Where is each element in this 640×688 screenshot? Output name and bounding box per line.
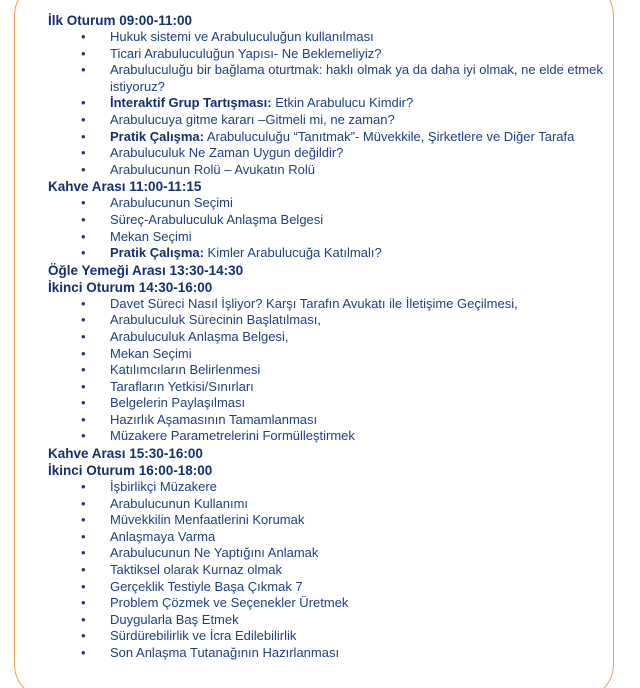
list-item: [48, 395, 608, 412]
list-item: [48, 145, 608, 162]
list-item: [48, 95, 608, 112]
item-text: Etkin Arabulucu Kimdir?: [271, 95, 414, 111]
list-item: [48, 545, 608, 562]
item-text: Süreç-Arabuluculuk Anlaşma Belgesi: [110, 211, 324, 227]
bullet-icon: •: [81, 645, 86, 660]
item-text: İşbirlikçi Müzakere: [110, 479, 217, 495]
bullet-icon: •: [81, 95, 86, 111]
list-item: [48, 329, 608, 346]
item-text: Arabuluculuk Sürecinin Başlatılması,: [110, 312, 321, 328]
item-text: Ticari Arabuluculuğun Yapısı- Ne Beklemeliyiz?: [110, 45, 382, 61]
bullet-icon: •: [81, 228, 86, 244]
item-text: Gerçeklik Testiyle Başa Çıkmak 7: [110, 578, 303, 594]
list-item: [48, 312, 608, 329]
list-item: [48, 62, 608, 95]
bullet-icon: •: [81, 211, 86, 227]
item-text: Arabulucunun Seçimi: [110, 195, 233, 211]
item-text: Anlaşmaya Varma: [110, 528, 216, 544]
item-text: Müvekkilin Menfaatlerini Korumak: [110, 512, 305, 528]
session-item-list: [48, 479, 608, 662]
bullet-icon: •: [81, 362, 86, 378]
bullet-icon: •: [81, 562, 86, 578]
list-item: [48, 229, 608, 246]
list-item: [48, 496, 608, 513]
item-text: Hazırlık Aşamasının Tamamlanması: [110, 411, 318, 427]
list-item: [48, 595, 608, 612]
bullet-icon: •: [81, 245, 86, 261]
item-text: Belgelerin Paylaşılması: [110, 395, 246, 411]
item-text: Arabulucuya gitme kararı –Gitmeli mi, ne zaman?: [110, 111, 395, 127]
bullet-icon: •: [81, 128, 86, 144]
list-item: [48, 628, 608, 645]
item-text: Arabuluculuğu “Tanıtmak”- Müvekkile, Şirketlere ve Diğer Tarafa: [203, 128, 575, 144]
item-text: Kimler Arabulucuğa Katılmalı?: [203, 245, 382, 261]
item-text: Arabulucunun Ne Yaptığını Anlamak: [110, 545, 319, 561]
item-text: Arabuluculuğu bir bağlama oturtmak: haklı olmak ya da daha iyi olmak, ne elde etmek istiyoruz?: [110, 62, 603, 94]
item-text: Taktiksel olarak Kurnaz olmak: [110, 562, 282, 578]
session-heading: İkinci Oturum 14:30-16:00: [48, 279, 213, 295]
bullet-icon: •: [81, 595, 86, 611]
list-item: [48, 346, 608, 363]
session-item-list: [48, 296, 608, 445]
bullet-icon: •: [81, 111, 86, 127]
list-item: [48, 412, 608, 429]
list-item: [48, 645, 608, 662]
bullet-icon: •: [81, 479, 86, 495]
session-heading: İlk Oturum 09:00-11:00: [48, 13, 193, 28]
bullet-icon: •: [81, 145, 86, 161]
item-text: Arabulucunun Kullanımı: [110, 495, 249, 511]
item-text: Katılımcıların Belirlenmesi: [110, 362, 261, 378]
bullet-icon: •: [81, 195, 86, 211]
list-item: [48, 579, 608, 596]
bullet-icon: •: [81, 345, 86, 361]
list-item: [48, 195, 608, 212]
bullet-icon: •: [81, 528, 86, 544]
list-item: [48, 29, 608, 46]
item-text: Davet Süreci Nasıl İşliyor? Karşı Tarafın Avukatı ile İletişime Geçilmesi,: [110, 295, 518, 311]
list-item: [48, 379, 608, 396]
item-text: Sürdürebilirlik ve İcra Edilebilirlik: [110, 628, 297, 644]
list-item: [48, 129, 608, 146]
item-text: Tarafların Yetkisi/Sınırları: [110, 378, 254, 394]
bullet-icon: •: [81, 378, 86, 394]
session-item-list: [48, 195, 608, 261]
list-item: [48, 362, 608, 379]
list-item: [48, 245, 608, 262]
list-item: [48, 212, 608, 229]
session-heading: İkinci Oturum 16:00-18:00: [48, 463, 213, 479]
list-item: [48, 612, 608, 629]
bullet-icon: •: [81, 62, 86, 78]
bullet-icon: •: [81, 611, 86, 627]
item-text: Mekan Seçimi: [110, 228, 192, 244]
item-text: Duygularla Baş Etmek: [110, 611, 239, 627]
bullet-icon: •: [81, 628, 86, 644]
bullet-icon: •: [81, 328, 86, 344]
item-text: Arabuluculuk Ne Zaman Uygun değildir?: [110, 145, 344, 161]
list-item: [48, 162, 608, 179]
list-item: [48, 529, 608, 546]
bullet-icon: •: [81, 161, 86, 177]
bullet-icon: •: [81, 45, 86, 61]
item-bold-label: İnteraktif Grup Tartışması:: [110, 95, 272, 111]
list-item: [48, 428, 608, 445]
session-heading: Öğle Yemeği Arası 13:30-14:30: [48, 262, 244, 278]
item-text: Problem Çözmek ve Seçenekler Üretmek: [110, 595, 349, 611]
item-bold-label: Pratik Çalışma:: [110, 245, 204, 261]
item-bold-label: Pratik Çalışma:: [110, 128, 204, 144]
bullet-icon: •: [81, 295, 86, 311]
item-text: Hukuk sistemi ve Arabuluculuğun kullanılması: [110, 29, 374, 44]
item-text: Müzakere Parametrelerini Formülleştirmek: [110, 428, 355, 444]
item-text: Mekan Seçimi: [110, 345, 192, 361]
list-item: [48, 112, 608, 129]
bullet-icon: •: [81, 29, 86, 44]
list-item: [48, 562, 608, 579]
bullet-icon: •: [81, 411, 86, 427]
agenda-document: [48, 12, 608, 662]
list-item: [48, 46, 608, 63]
list-item: [48, 479, 608, 496]
item-text: Arabuluculuk Anlaşma Belgesi,: [110, 328, 289, 344]
session-item-list: [48, 29, 608, 178]
list-item: [48, 296, 608, 313]
session-heading: Kahve Arası 11:00-11:15: [48, 179, 202, 195]
bullet-icon: •: [81, 545, 86, 561]
item-text: Arabulucunun Rolü – Avukatın Rolü: [110, 161, 316, 177]
list-item: [48, 512, 608, 529]
bullet-icon: •: [81, 395, 86, 411]
bullet-icon: •: [81, 312, 86, 328]
bullet-icon: •: [81, 428, 86, 444]
bullet-icon: •: [81, 578, 86, 594]
bullet-icon: •: [81, 495, 86, 511]
item-text: Son Anlaşma Tutanağının Hazırlanması: [110, 645, 340, 660]
bullet-icon: •: [81, 512, 86, 528]
session-heading: Kahve Arası 15:30-16:00: [48, 446, 203, 462]
